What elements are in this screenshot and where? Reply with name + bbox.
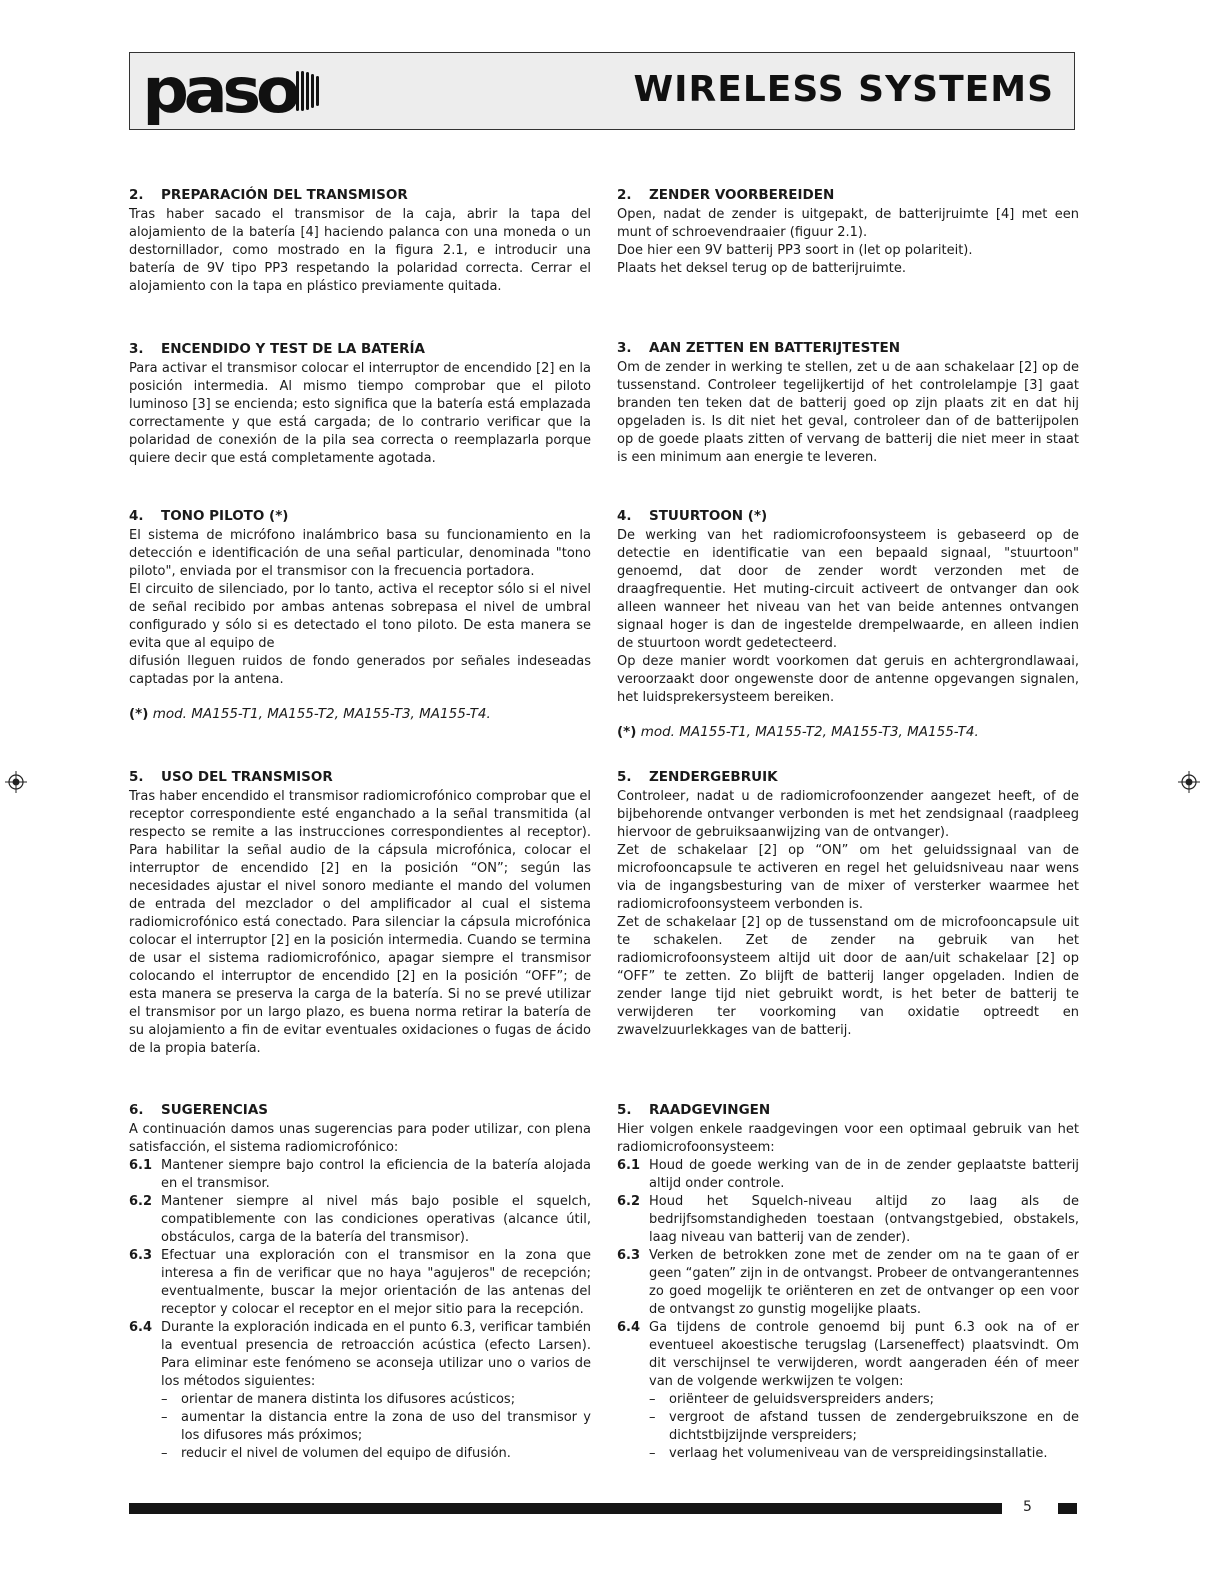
paragraph: El circuito de silenciado, por lo tanto, activa el receptor sólo si el nivel de señal recibido por ambas antenas sobrepasa el nivel de umbral configurado y sólo si es detectado el tono piloto. De esta manera se evita que al equipo de (129, 582, 591, 651)
paragraph: difusión lleguen ruidos de fondo generados por señales indeseadas captadas por la antena. (129, 654, 591, 687)
section-title: 4. TONO PILOTO (*) (129, 508, 289, 524)
paragraph: Hier volgen enkele raadgevingen voor een optimaal gebruik van het radiomicrofoonsysteem: (617, 1122, 1079, 1155)
paragraph: Open, nadat de zender is uitgepakt, de batterijruimte [4] met een munt of schroevendraaier (figuur 2.1). (617, 207, 1079, 240)
paragraph: Om de zender in werking te stellen, zet u de aan schakelaar [2] op de tussenstand. Controleer tegelijkertijd of het controlelampje [3] gaat branden ten teken dat de batterij goed op zijn plaats zit en dat hij opgeladen is. Is dit niet het geval, controleer dan of de batterijpolen op de goede plaats zitten of vervang de batterij die niet meer in staat is een minimum aan energie te leveren. (617, 360, 1079, 465)
list-item: 6.4 Durante la exploración indicada en el punto 6.3, verificar también la eventual presencia de retroacción acústica (efecto Larsen). Para eliminar este fenómeno se aconseja utilizar uno o varios de los métodos siguientes: (129, 1320, 591, 1389)
dash-item: – oriënteer de geluidsverspreiders anders; (649, 1392, 935, 1407)
page-number: 5 (1023, 1499, 1032, 1515)
dash-item: – verlaag het volumeniveau van de verspreidingsinstallatie. (649, 1446, 1048, 1461)
model-note: (*) mod. MA155-T1, MA155-T2, MA155-T3, MA155-T4. (617, 724, 979, 740)
paragraph: El sistema de micrófono inalámbrico basa su funcionamiento en la detección e identificación de una señal particular, denominada "tono piloto", enviada por el transmisor con la frecuencia portadora. (129, 528, 591, 579)
paragraph: Para activar el transmisor colocar el interruptor de encendido [2] en la posición intermedia. Al mismo tiempo comprobar que el piloto luminoso [3] se encienda; esto significa que la batería está emplazada correctamente y que está cargada; de lo contrario verificar que la polaridad de conexión de la pila sea correcta o reemplazarla porque quiere decir que está completamente agotada. (129, 361, 591, 466)
model-note: (*) mod. MA155-T1, MA155-T2, MA155-T3, MA155-T4. (129, 706, 491, 722)
section-6-es (129, 1101, 591, 1463)
registration-mark-icon (1178, 771, 1200, 793)
section-title: 3. ENCENDIDO Y TEST DE LA BATERÍA (129, 341, 425, 357)
dash-item: – reducir el nivel de volumen del equipo de difusión. (161, 1446, 511, 1461)
page-header (129, 52, 1075, 130)
list-item: 6.3 Verken de betrokken zone met de zender om na te gaan of er geen “gaten” zijn in de ontvangst. Probeer de ontvangerantennes zo goed mogelijk te oriënteren en zet de ontvanger op een voor de ontvangst zo gunstig mogelijke plaats. (617, 1248, 1079, 1317)
paragraph: Tras haber encendido el transmisor radiomicrofónico comprobar que el receptor correspondiente esté enganchado a la señal transmitida (al respecto se remite a las instrucciones correspondientes al receptor). Para habilitar la señal audio de la cápsula microfónica, colocar el interruptor de encendido [2] en la posición “ON”; según las necesidades ajustar el nivel sonoro mediante el mando del volumen de entrada del mezclador o del amplificador al cual el sistema radiomicrofónico está conectado. Para silenciar la cápsula microfónica colocar el interruptor [2] en la posición intermedia. Cuando se termina de usar el sistema radiomicrofónico, apagar siempre el transmisor colocando el interruptor de encendido [2] en la posición “OFF”; de esta manera se preserva la carga de la batería. Si no se prevé utilizar el transmisor por un largo plazo, es buena norma retirar la batería de su alojamiento a fin de evitar eventuales oxidaciones o fugas de ácido de la propia batería. (129, 789, 591, 1056)
section-title: 5. RAADGEVINGEN (617, 1102, 771, 1118)
dash-item: – aumentar la distancia entre la zona de uso del transmisor y los difusores más próximos; (161, 1410, 591, 1443)
paragraph: Op deze manier wordt voorkomen dat geruis en achtergrondlawaai, veroorzaakt door ongewenste door de antenne opgevangen signalen, het luidsprekersysteem bereiken. (617, 654, 1079, 705)
list-item: 6.4 Ga tijdens de controle genoemd bij punt 6.3 ook na of er eventueel akoestische terugslag (Larseneffect) plaatsvindt. Om dit verschijnsel te verwijderen, wordt aangeraden één of meer van de volgende werkwijzen te volgen: (617, 1320, 1079, 1389)
section-4-nl (617, 507, 1079, 741)
footer-bar (129, 1503, 1002, 1514)
list-item: 6.2 Mantener siempre al nivel más bajo posible el squelch, compatiblemente con las condiciones operativas (alcance útil, obstáculos, carga de la batería del transmisor). (129, 1194, 591, 1245)
section-5-es (129, 768, 591, 1058)
paragraph: Controleer, nadat u de radiomicrofoonzender aangezet heeft, of de bijbehorende ontvanger verbonden is met het zendsignaal (raadpleeg hiervoor de gebruiksaanwijzing van de ontvanger). (617, 789, 1079, 840)
section-3-nl (617, 339, 1079, 467)
list-item: 6.2 Houd het Squelch-niveau altijd zo laag als de bedrijfsomstandigheden toestaan (ontvangstgebied, obstakels, laag niveau van batterij van de zender). (617, 1194, 1079, 1245)
list-item: 6.1 Houd de goede werking van de in de zender geplaatste batterij altijd onder controle. (617, 1158, 1079, 1191)
footer-bar-end (1058, 1503, 1077, 1514)
section-4-es (129, 507, 591, 723)
paragraph: Zet de schakelaar [2] op “ON” om het geluidssignaal van de microfooncapsule te activeren en regel het geluidsniveau naar wens via de ingangsbesturing van de mixer of versterker waarmee het radiomicrofoonsysteem verbonden is. (617, 843, 1079, 912)
section-title: 3. AAN ZETTEN EN BATTERIJTESTEN (617, 340, 901, 356)
section-2-nl (617, 186, 1079, 278)
paragraph: De werking van het radiomicrofoonsysteem is gebaseerd op de detectie en identificatie van een bepaald signaal, "stuurtoon" genoemd, dat door de zender wordt verzonden met de draagfrequentie. Het muting-circuit activeert de ontvanger dan ook alleen wanneer het niveau van het van beide antennes ontvangen signaal hoger is dan de ingestelde drempelwaarde, en alleen indien de stuurtoon wordt gedetecteerd. (617, 528, 1079, 651)
paso-logo (142, 54, 319, 127)
section-2-es (129, 186, 591, 296)
paragraph: A continuación damos unas sugerencias para poder utilizar, con plena satisfacción, el sistema radiomicrofónico: (129, 1122, 591, 1155)
dash-item: – vergroot de afstand tussen de zendergebruikszone en de dichtstbijzijnde verspreiders; (649, 1410, 1079, 1443)
section-title: 6. SUGERENCIAS (129, 1102, 269, 1118)
list-item: 6.1 Mantener siempre bajo control la eficiencia de la batería alojada en el transmisor. (129, 1158, 591, 1191)
section-title: 5. USO DEL TRANSMISOR (129, 769, 333, 785)
section-3-es (129, 340, 591, 468)
paragraph: Plaats het deksel terug op de batterijruimte. (617, 261, 906, 276)
section-6-nl (617, 1101, 1079, 1463)
paragraph: Zet de schakelaar [2] op de tussenstand om de microfooncapsule uit te schakelen. Zet de zender na gebruik van het radiomicrofoonsysteem altijd uit door de aan/uit schakelaar [2] op “OFF” te zetten. Zo blijft de batterij langer opgeladen. Indien de zender lange tijd niet gebruikt wordt, is het beter de batterij te verwijderen ter voorkoming van oxidatie optreedt en zwavelzuurlekkages van de batterij. (617, 915, 1079, 1038)
dash-item: – orientar de manera distinta los difusores acústicos; (161, 1392, 516, 1407)
section-title: 5. ZENDERGEBRUIK (617, 769, 778, 785)
header-title: WIRELESS SYSTEMS (633, 69, 1054, 110)
section-title: 2. ZENDER VOORBEREIDEN (617, 187, 835, 203)
section-title: 2. PREPARACIÓN DEL TRANSMISOR (129, 187, 408, 203)
registration-mark-icon (5, 771, 27, 793)
section-title: 4. STUURTOON (*) (617, 508, 768, 524)
paragraph: Tras haber sacado el transmisor de la caja, abrir la tapa del alojamiento de la batería [4] haciendo palanca con una moneda o un destornillador, como mostrado en la figura 2.1, e introducir una batería de 9V tipo PP3 respetando la polaridad correcta. Cerrar el alojamiento con la tapa en plástico previamente quitada. (129, 207, 591, 294)
list-item: 6.3 Efectuar una exploración con el transmisor en la zona que interesa a fin de verificar que no haya "agujeros" de recepción; eventualmente, buscar la mejor orientación de las antenas del receptor y colocar el receptor en el mejor sitio para la recepción. (129, 1248, 591, 1317)
paragraph: Doe hier een 9V batterij PP3 soort in (let op polariteit). (617, 243, 973, 258)
section-5-nl (617, 768, 1079, 1040)
logo-bars-graphic (296, 69, 319, 113)
logo-wordmark: paso (142, 54, 296, 127)
